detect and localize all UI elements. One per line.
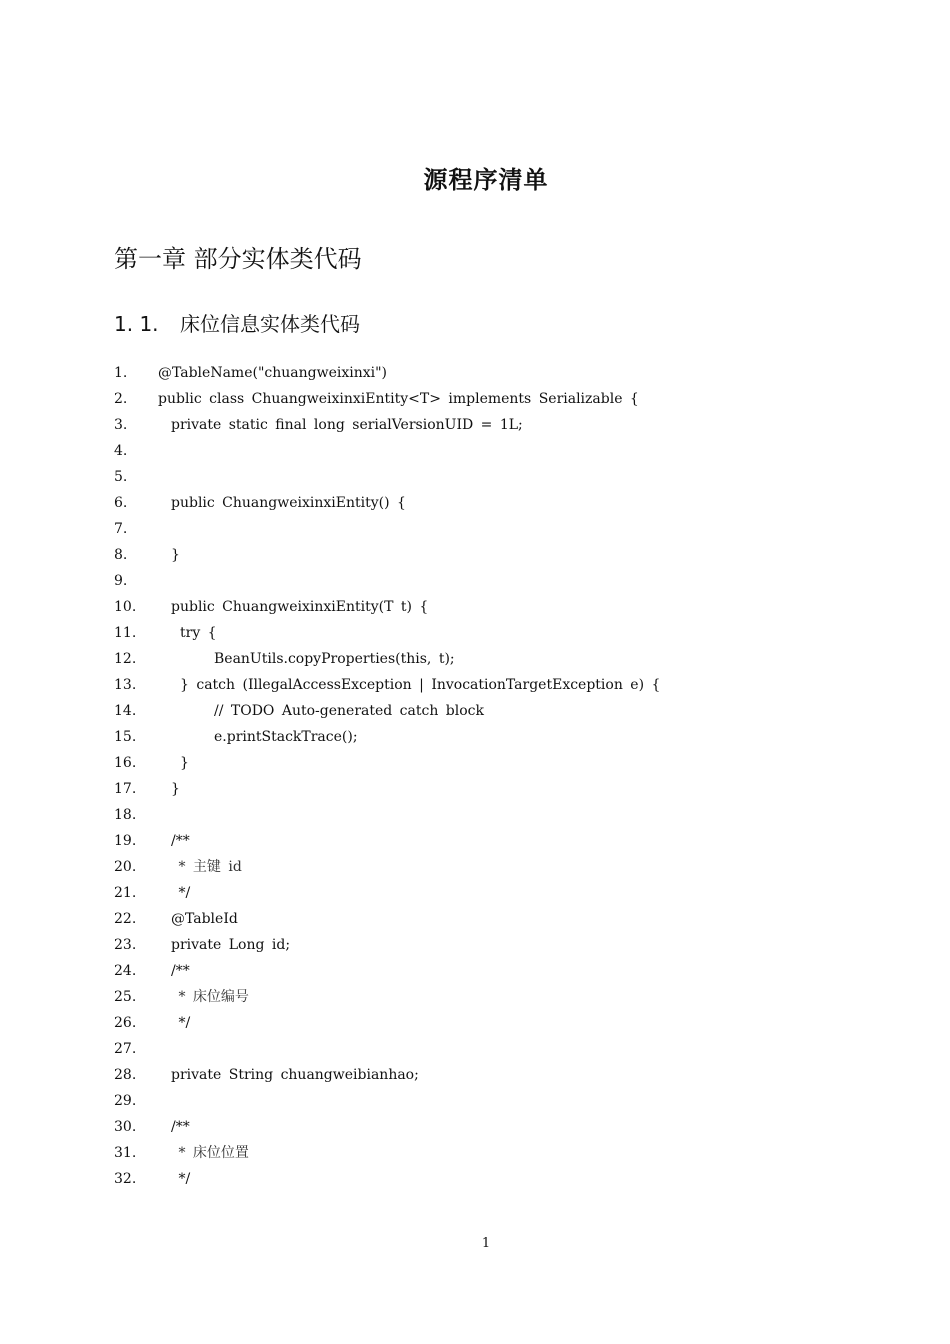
line-code: private static final long serialVersionUID = 1L; <box>171 417 523 433</box>
line-code: } <box>180 755 189 771</box>
line-number: 19. <box>114 833 137 849</box>
line-number: 26. <box>114 1015 137 1031</box>
document-title: 源程序清单 <box>423 166 549 194</box>
line-code: e.printStackTrace(); <box>214 729 358 745</box>
section-heading <box>114 308 360 337</box>
line-code: * 床位位置 <box>171 1145 249 1161</box>
line-number: 4. <box>114 443 128 459</box>
line-code: @TableName("chuangweixinxi") <box>158 365 387 381</box>
line-code: * 主键 id <box>171 859 242 875</box>
line-number: 10. <box>114 599 137 615</box>
line-code: public class ChuangweixinxiEntity<T> implements Serializable { <box>158 391 639 407</box>
chapter-heading: 第一章 部分实体类代码 <box>114 245 362 273</box>
line-code: // TODO Auto-generated catch block <box>214 703 484 719</box>
line-number: 13. <box>114 677 137 693</box>
line-code: */ <box>171 1015 191 1031</box>
line-code: /** <box>171 1119 190 1135</box>
line-code: public ChuangweixinxiEntity() { <box>171 495 406 511</box>
line-number: 17. <box>114 781 137 797</box>
section-number: 1. 1. <box>114 312 159 336</box>
line-number: 25. <box>114 989 137 1005</box>
line-number: 6. <box>114 495 128 511</box>
line-code: } <box>171 547 180 563</box>
line-number: 18. <box>114 807 137 823</box>
line-number: 20. <box>114 859 137 875</box>
line-number: 32. <box>114 1171 137 1187</box>
line-number: 28. <box>114 1067 137 1083</box>
line-code: } catch (IllegalAccessException | InvocationTargetException e) { <box>180 677 661 693</box>
line-code: private Long id; <box>171 937 291 953</box>
line-number: 5. <box>114 469 128 485</box>
line-number: 29. <box>114 1093 137 1109</box>
line-code: @TableId <box>171 911 238 927</box>
line-code: BeanUtils.copyProperties(this, t); <box>214 651 455 667</box>
line-number: 11. <box>114 625 137 641</box>
line-number: 16. <box>114 755 137 771</box>
line-number: 31. <box>114 1145 137 1161</box>
line-number: 15. <box>114 729 137 745</box>
line-number: 2. <box>114 391 128 407</box>
line-number: 27. <box>114 1041 137 1057</box>
line-code: public ChuangweixinxiEntity(T t) { <box>171 599 429 615</box>
line-number: 14. <box>114 703 137 719</box>
line-code: */ <box>171 1171 191 1187</box>
line-number: 24. <box>114 963 137 979</box>
line-number: 9. <box>114 573 128 589</box>
line-code: try { <box>180 625 217 641</box>
line-number: 1. <box>114 365 128 381</box>
line-number: 21. <box>114 885 137 901</box>
line-code: private String chuangweibianhao; <box>171 1067 419 1083</box>
line-number: 30. <box>114 1119 137 1135</box>
line-code: * 床位编号 <box>171 989 249 1005</box>
line-code: /** <box>171 833 190 849</box>
section-title: 床位信息实体类代码 <box>180 312 360 336</box>
line-code: */ <box>171 885 191 901</box>
line-number: 12. <box>114 651 137 667</box>
line-number: 8. <box>114 547 128 563</box>
line-number: 23. <box>114 937 137 953</box>
line-number: 3. <box>114 417 128 433</box>
line-number: 22. <box>114 911 137 927</box>
line-code: /** <box>171 963 190 979</box>
line-number: 7. <box>114 521 128 537</box>
line-code: } <box>171 781 180 797</box>
page-number: 1 <box>481 1236 491 1251</box>
